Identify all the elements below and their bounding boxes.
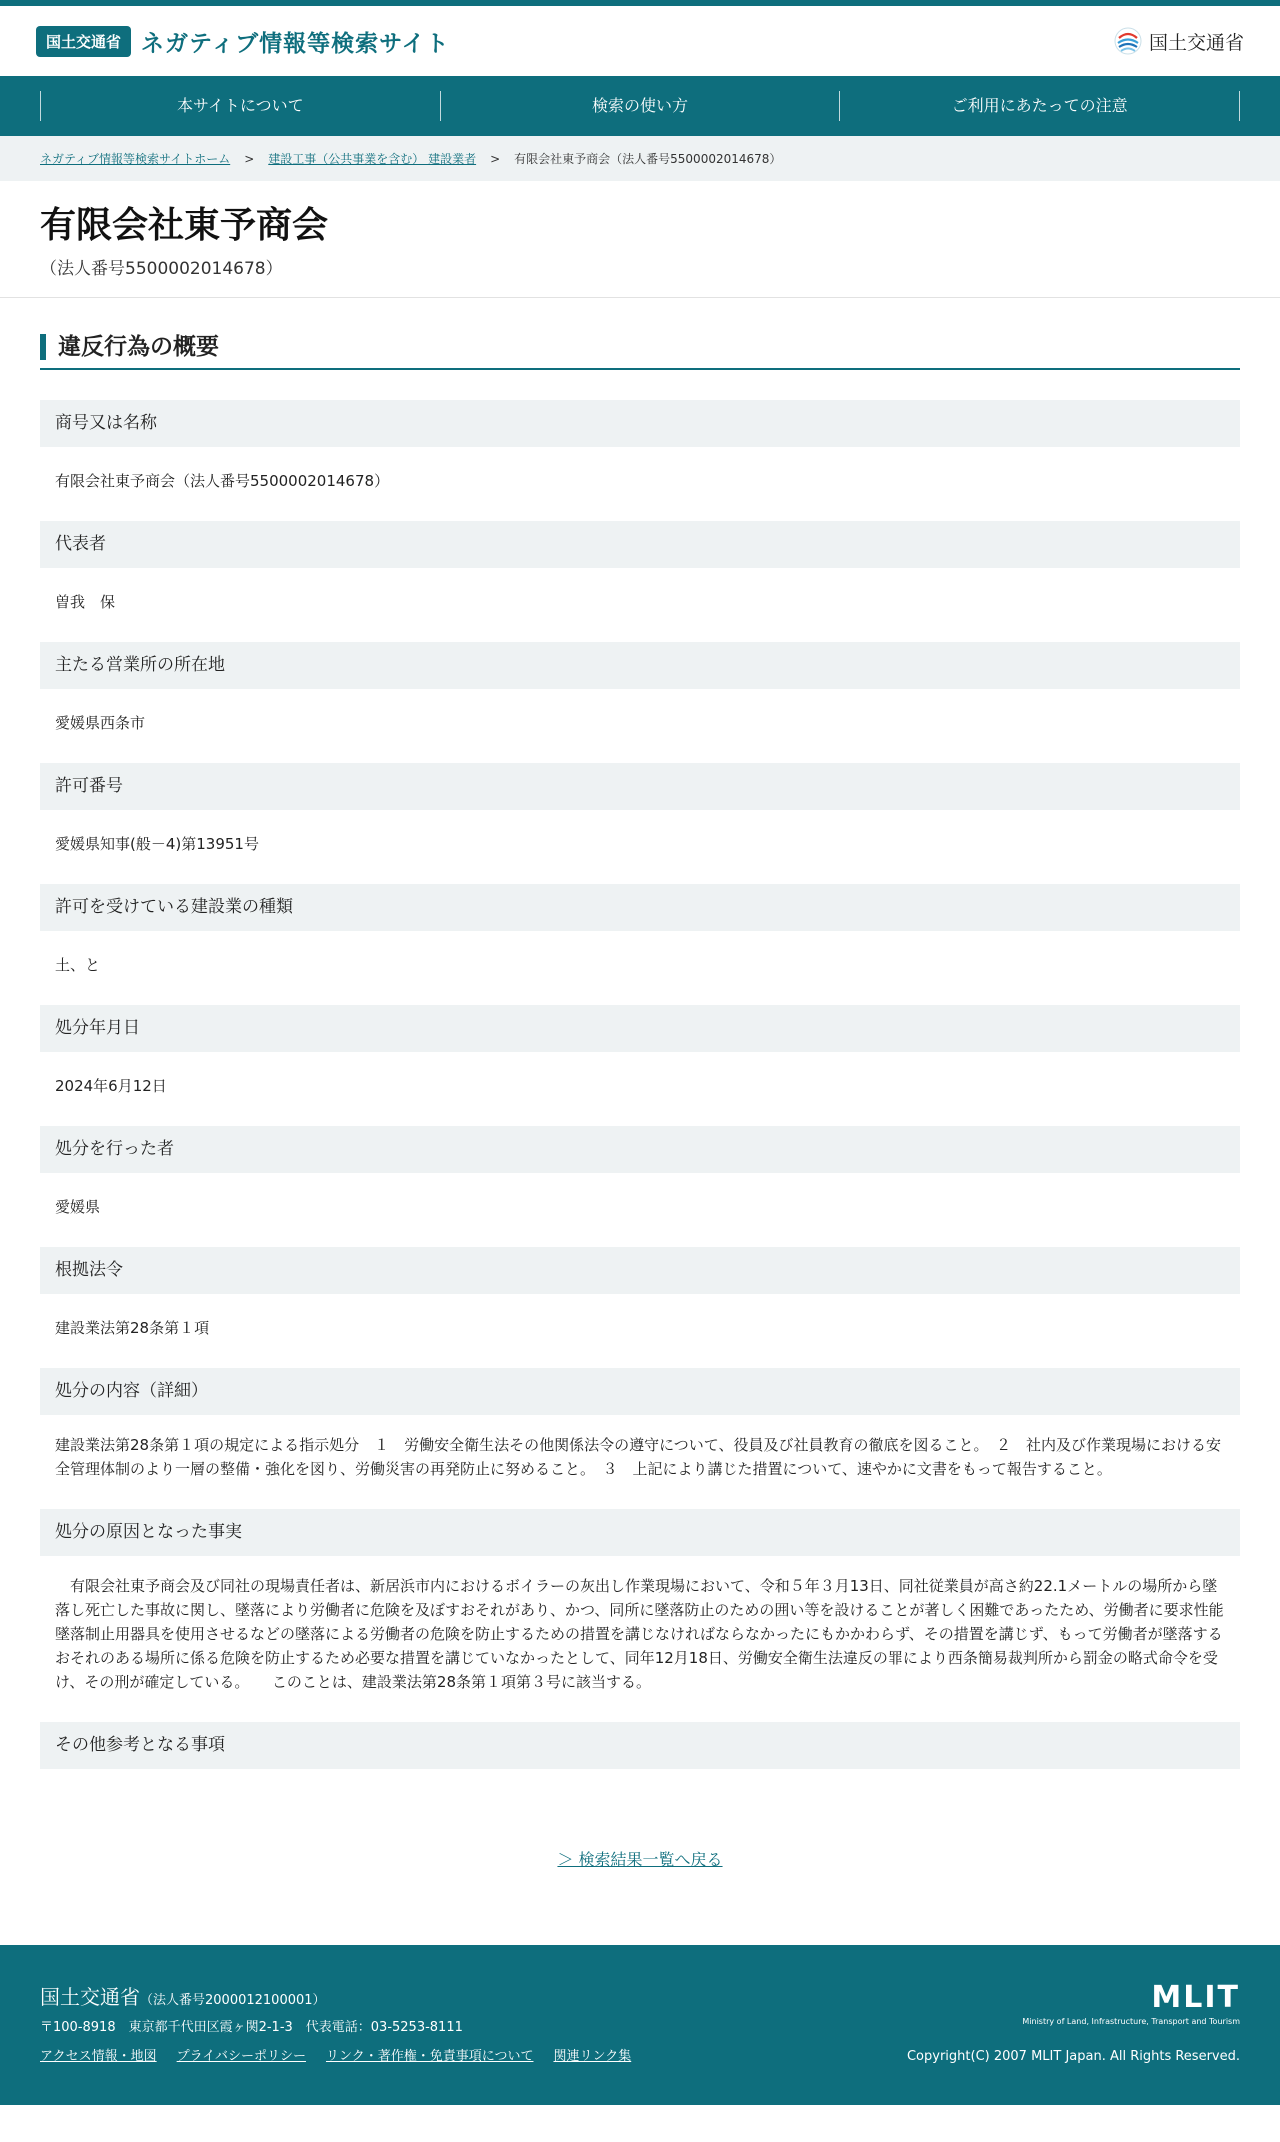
page-title: 有限会社東予商会 (40, 205, 329, 246)
company-header (0, 181, 1280, 298)
field-label-other-notes: その他参考となる事項 (40, 1722, 1240, 1769)
violation-detail-list (40, 400, 1240, 1769)
footer-links (40, 2045, 631, 2064)
site-footer (0, 1945, 1280, 2105)
nav-item-terms-of-use[interactable]: ご利用にあたっての注意 (839, 91, 1240, 121)
footer-link-privacy[interactable]: プライバシーポリシー (176, 2049, 306, 2065)
ministry-badge: 国土交通省 (36, 26, 131, 57)
breadcrumb-current: 有限会社東予商会（法人番号5500002014678） (514, 152, 782, 166)
field-label-cause-facts: 処分の原因となった事実 (40, 1509, 1240, 1556)
footer-org-number: （法人番号2000012100001） (140, 1993, 326, 2009)
footer-link-related[interactable]: 関連リンク集 (553, 2049, 632, 2065)
field-label-permit-number: 許可番号 (40, 763, 1240, 810)
global-nav (0, 76, 1280, 136)
field-label-disposition-date: 処分年月日 (40, 1005, 1240, 1052)
copyright: Copyright(C) 2007 MLIT Japan. All Rights Reserved. (906, 2049, 1240, 2065)
site-brand[interactable] (36, 25, 450, 58)
back-to-results-link[interactable]: ＞ 検索結果一覧へ戻る (557, 1850, 723, 1870)
field-value-trade-name: 有限会社東予商会（法人番号5500002014678） (55, 472, 390, 491)
back-link-wrap (40, 1847, 1240, 1870)
footer-link-copyright[interactable]: リンク・著作権・免責事項について (325, 2049, 534, 2065)
field-label-disposing-authority: 処分を行った者 (40, 1126, 1240, 1173)
footer-address: 〒100-8918 東京都千代田区霞ヶ関2-1-3 代表電話：03-5253-8111 (40, 2020, 463, 2036)
field-value-disposing-authority: 愛媛県 (55, 1198, 101, 1217)
field-label-office-location: 主たる営業所の所在地 (40, 642, 1240, 689)
field-value-permit-number: 愛媛県知事(般－4)第13951号 (55, 835, 259, 854)
field-value-disposition-details: 建設業法第28条第１項の規定による指示処分 １ 労働安全衛生法その他関係法令の遵守について、役員及び社員教育の徹底を図ること。 ２ 社内及び作業現場における安全管理体制のより一層の整備・強化を図り、労働災害の再発防止に努めること。 ３ 上記により講じた措置について、速やかに文書をもって報告すること。 (55, 1436, 1221, 1479)
main-content (0, 298, 1280, 1870)
breadcrumb (0, 136, 1280, 181)
field-value-cause-facts: 有限会社東予商会及び同社の現場責任者は、新居浜市内におけるボイラーの灰出し作業現場において、令和５年３月13日、同社従業員が高さ約22.1メートルの場所から墜落し死亡した事故に関し、墜落により労働者に危険を及ぼすおそれがあり、かつ、同所に墜落防止のための囲い等を設けることが著しく困難であったため、労働者に要求性能墜落制止用器具を使用させるなどの墜落による労働者の危険を防止するための措置を講じなければならなかったにもかかわらず、その措置を講じず、もって労働者が墜落するおそれのある場所に係る危険を防止するため必要な措置を講じていなかったとして、同年12月18日、労働安全衛生法違反の罪により西条簡易裁判所から罰金の略式命令を受け、その刑が確定している。 このことは、建設業法第28条第１項第３号に該当する。 (55, 1577, 1224, 1692)
footer-link-access[interactable]: アクセス情報・地図 (40, 2049, 157, 2065)
field-value-office-location: 愛媛県西条市 (55, 714, 146, 733)
mlit-logo-text: 国土交通省 (1148, 31, 1244, 54)
breadcrumb-category-link[interactable]: 建設工事（公共事業を含む） 建設業者 (268, 152, 477, 166)
nav-item-how-to-search[interactable]: 検索の使い方 (440, 91, 840, 121)
mlit-wordmark-subtitle: Ministry of Land, Infrastructure, Transport and Tourism (1022, 2017, 1240, 2027)
site-header (0, 6, 1280, 76)
field-value-representative: 曽我 保 (55, 593, 116, 612)
field-value-legal-basis: 建設業法第28条第１項 (55, 1319, 210, 1338)
breadcrumb-separator: > (244, 151, 255, 166)
nav-item-about[interactable]: 本サイトについて (40, 91, 440, 121)
field-label-disposition-details: 処分の内容（詳細） (40, 1368, 1240, 1415)
section-heading (40, 334, 1240, 370)
field-label-business-types: 許可を受けている建設業の種類 (40, 884, 1240, 931)
corporate-number: （法人番号5500002014678） (40, 258, 283, 279)
field-label-legal-basis: 根拠法令 (40, 1247, 1240, 1294)
field-label-trade-name: 商号又は名称 (40, 400, 1240, 447)
site-title: ネガティブ情報等検索サイト (141, 30, 450, 57)
mlit-emblem-icon (1113, 26, 1143, 56)
section-title: 違反行為の概要 (40, 334, 1240, 360)
field-value-business-types: 土、と (55, 956, 101, 975)
mlit-wordmark: MLIT (1151, 1980, 1240, 2016)
footer-mlit-logo[interactable] (1022, 1980, 1240, 2027)
mlit-logo[interactable] (1113, 26, 1244, 56)
field-value-disposition-date: 2024年6月12日 (55, 1077, 167, 1096)
footer-org-name: 国土交通省 (40, 1985, 140, 2010)
breadcrumb-home-link[interactable]: ネガティブ情報等検索サイトホーム (40, 152, 231, 166)
breadcrumb-separator: > (490, 151, 501, 166)
field-label-representative: 代表者 (40, 521, 1240, 568)
